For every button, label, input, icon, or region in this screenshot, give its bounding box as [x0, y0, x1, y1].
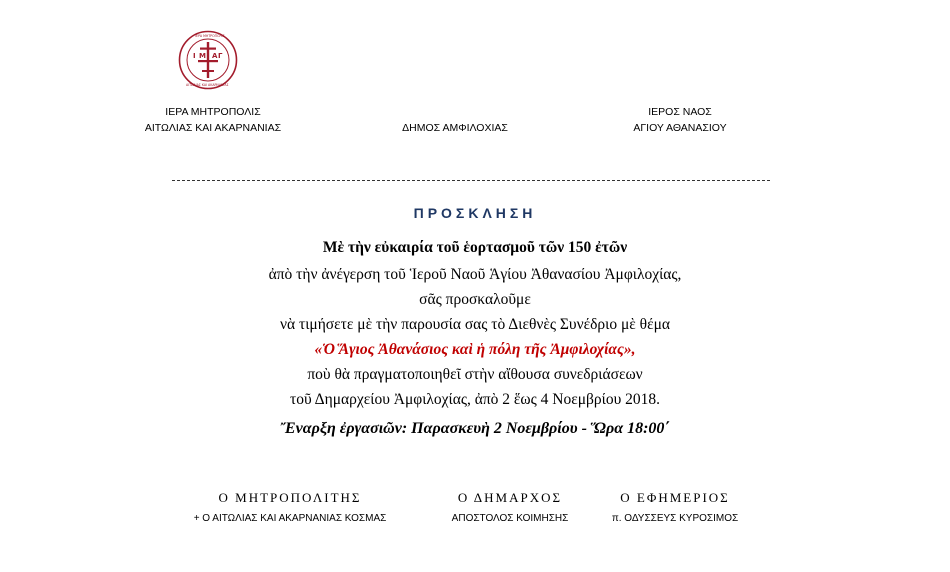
svg-text:Μ: Μ — [199, 52, 206, 60]
header-metropolis — [128, 104, 298, 136]
svg-text:Ι: Ι — [193, 52, 196, 60]
invitation-line: ἀπὸ τὴν ἀνέγερση τοῦ Ἱεροῦ Ναοῦ Ἁγίου Ἀθανασίου Ἀμφιλοχίας, — [268, 266, 682, 283]
signature-title-priest: Ο ΕΦΗΜΕΡΙΟΣ — [620, 490, 730, 505]
divider — [172, 180, 770, 181]
signature-title-mayor: Ο ΔΗΜΑΡΧΟΣ — [457, 490, 563, 505]
signature-title-metropolitan: Ο ΜΗΤΡΟΠΟΛΙΤΗΣ — [218, 490, 362, 505]
header-church-line2: ΑΓΙΟΥ ΑΘΑΝΑΣΙΟΥ — [633, 122, 727, 134]
header-church-line1: ΙΕΡΟΣ ΝΑΟΣ — [648, 106, 712, 118]
signature-name-mayor: ΑΠΟΣΤΟΛΟΣ ΚΟΙΜΗΣΗΣ — [451, 513, 569, 524]
invitation-line: τοῦ Δημαρχείου Ἀμφιλοχίας, ἀπὸ 2 ἕως 4 Νοεμβρίου 2018. — [290, 391, 660, 408]
header-metropolis-line2: ΑΙΤΩΛΙΑΣ ΚΑΙ ΑΚΑΡΝΑΝΙΑΣ — [144, 122, 282, 134]
start-time: Ἔναρξη ἐργασιῶν: Παρασκευὴ 2 Νοεμβρίου - Ὥρα 18:00΄ — [280, 420, 670, 437]
header-metropolis-line1: ΙΕΡΑ ΜΗΤΡΟΠΟΛΙΣ — [165, 106, 261, 118]
signature-name-priest: π. ΟΔΥΣΣΕΥΣ ΚΥΡΟΣΙΜΟΣ — [611, 513, 739, 524]
invitation-line: ποὺ θὰ πραγματοποιηθεῖ στὴν αἴθουσα συνεδριάσεων — [307, 366, 643, 383]
invitation-line: Μὲ τὴν εὐκαιρία τοῦ ἑορτασμοῦ τῶν 150 ἐτῶν — [322, 239, 628, 256]
svg-text:Γ: Γ — [218, 52, 223, 60]
svg-text:Α: Α — [212, 52, 218, 60]
svg-text:ΙΕΡΑ ΜΗΤΡΟΠΟΛΙΣ: ΙΕΡΑ ΜΗΤΡΟΠΟΛΙΣ — [195, 34, 225, 38]
svg-text:ΑΙΤΩΛΙΑΣ ΚΑΙ ΑΚΑΡΝΑΝΙΑΣ: ΑΙΤΩΛΙΑΣ ΚΑΙ ΑΚΑΡΝΑΝΙΑΣ — [186, 83, 229, 87]
invitation-line: σᾶς προσκαλοῦμε — [419, 291, 531, 308]
invitation-line: νὰ τιμήσετε μὲ τὴν παρουσία σας τὸ Διεθνὲς Συνέδριο μὲ θέμα — [279, 316, 671, 333]
invitation-title: ΠΡΟΣΚΛΗΣΗ — [413, 205, 537, 221]
metropolis-seal-icon — [178, 30, 238, 90]
conference-theme: «Ὁ Ἅγιος Ἀθανάσιος καὶ ἡ πόλη τῆς Ἀμφιλοχίας», — [314, 341, 636, 358]
signature-name-metropolitan: + Ο ΑΙΤΩΛΙΑΣ ΚΑΙ ΑΚΑΡΝΑΝΙΑΣ ΚΟΣΜΑΣ — [193, 513, 387, 524]
header-church — [595, 104, 765, 136]
header-municipality: ΔΗΜΟΣ ΑΜΦΙΛΟΧΙΑΣ — [402, 122, 508, 134]
